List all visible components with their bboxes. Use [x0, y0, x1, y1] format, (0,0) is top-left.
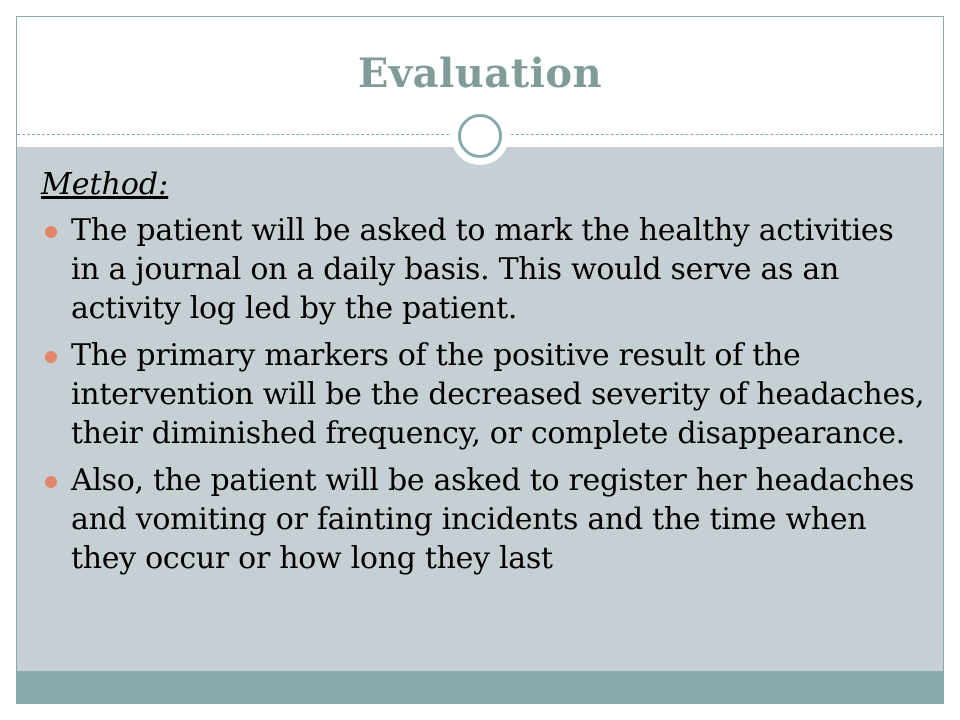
circle-ornament-icon	[451, 107, 509, 165]
circle-ring-icon	[458, 114, 502, 158]
bullet-item	[41, 211, 931, 328]
slide-title: Evaluation	[357, 50, 603, 97]
slide-content	[41, 167, 931, 586]
bottom-accent-band	[17, 671, 943, 703]
slide	[16, 16, 944, 704]
bullet-item	[41, 336, 931, 453]
bullet-text: The patient will be asked to mark the healthy activities in a journal on a daily basis. This would serve as an activity log led by the patient.	[71, 213, 894, 326]
bullet-dot-icon	[45, 226, 57, 238]
bullet-dot-icon	[45, 351, 57, 363]
bullet-dot-icon	[45, 476, 57, 488]
bullet-list	[41, 211, 931, 578]
bullet-item	[41, 461, 931, 578]
method-heading: Method:	[41, 167, 169, 202]
bullet-text: Also, the patient will be asked to register her headaches and vomiting or fainting incidents and the time when they occur or how long they last	[71, 463, 915, 576]
bullet-text: The primary markers of the positive result of the intervention will be the decreased severity of headaches, their diminished frequency, or complete disappearance.	[71, 338, 925, 451]
